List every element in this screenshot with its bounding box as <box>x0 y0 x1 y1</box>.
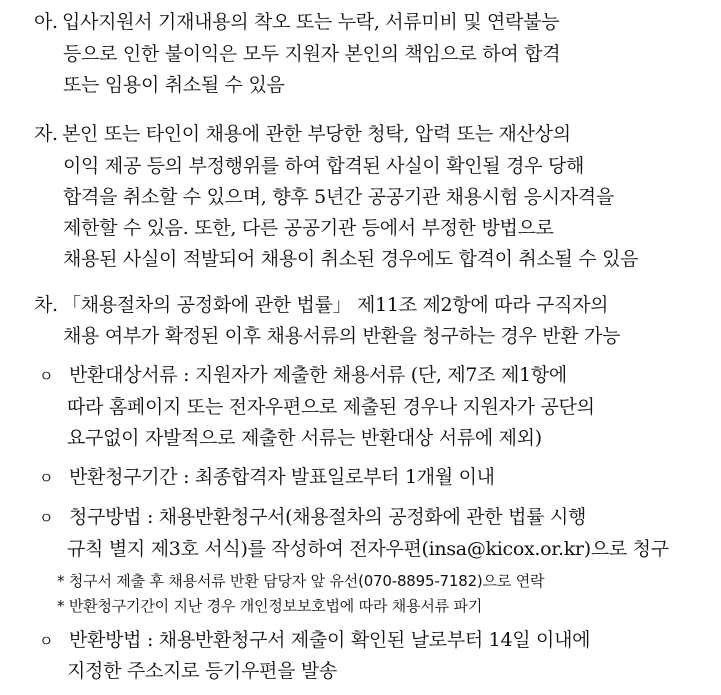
section-ja-line-5: 채용된 사실이 적발되어 채용이 취소된 경우에도 합격이 취소될 수 있음 <box>63 248 639 270</box>
bullet-circle-icon: ㅇ <box>39 632 54 650</box>
bullet-return-docs-line-3: 요구없이 자발적으로 제출한 서류는 반환대상 서류에 제외) <box>67 427 542 449</box>
bullet-return-period-line-1: ㅇ 반환청구기간 : 최종합격자 발표일로부터 1개월 이내 <box>39 466 495 488</box>
section-a-line-2: 등으로 인한 불이익은 모두 지원자 본인의 책임으로 하여 합격 <box>63 43 561 65</box>
section-cha-line-1: 차. 「채용절차의 공정화에 관한 법률」 제11조 제2항에 따라 구직자의 <box>34 294 609 316</box>
section-a-label: 아. <box>34 11 58 33</box>
bullet-return-method-line-2: 지정한 주소지로 등기우편을 발송 <box>67 660 337 682</box>
note-contact: * 청구서 제출 후 채용서류 반환 담당자 앞 유선(070-8895-7182)으로 연락 <box>57 572 545 590</box>
bullet-circle-icon: ㅇ <box>39 509 54 527</box>
section-ja-line-4: 제한할 수 있음. 또한, 다른 공공기관 등에서 부정한 방법으로 <box>63 217 554 239</box>
bullet-return-method-line-1: ㅇ 반환방법 : 채용반환청구서 제출이 확인된 날로부터 14일 이내에 <box>39 629 591 651</box>
section-ja-label: 자. <box>34 123 58 145</box>
bullet-request-method-line-1: ㅇ 청구방법 : 채용반환청구서(채용절차의 공정화에 관한 법률 시행 <box>39 506 587 528</box>
section-ja-line-1: 자. 본인 또는 타인이 채용에 관한 부당한 청탁, 압력 또는 재산상의 <box>34 123 571 145</box>
section-cha-line-2: 채용 여부가 확정된 이후 채용서류의 반환을 청구하는 경우 반환 가능 <box>63 325 621 347</box>
section-ja-line-3: 합격을 취소할 수 있으며, 향후 5년간 공공기관 채용시험 응시자격을 <box>63 186 614 208</box>
bullet-return-docs-line-2: 따라 홈페이지 또는 전자우편으로 제출된 경우나 지원자가 공단의 <box>67 396 595 418</box>
bullet-circle-icon: ㅇ <box>39 367 54 385</box>
note-disposal: * 반환청구기간이 지난 경우 개인정보보호법에 따라 채용서류 파기 <box>57 597 483 615</box>
bullet-return-docs-line-1: ㅇ 반환대상서류 : 지원자가 제출한 채용서류 (단, 제7조 제1항에 <box>39 364 567 386</box>
section-a-line-3: 또는 임용이 취소될 수 있음 <box>63 74 285 96</box>
bullet-request-method-line-2: 규칙 별지 제3호 서식)를 작성하여 전자우편(insa@kicox.or.kr)으로 청구 <box>67 538 669 560</box>
section-ja-line-2: 이익 제공 등의 부정행위를 하여 합격된 사실이 확인될 경우 당해 <box>63 155 585 177</box>
section-a-line-1: 아. 입사지원서 기재내용의 착오 또는 누락, 서류미비 및 연락불능 <box>34 11 560 33</box>
section-cha-label: 차. <box>34 294 58 316</box>
bullet-circle-icon: ㅇ <box>39 469 54 487</box>
